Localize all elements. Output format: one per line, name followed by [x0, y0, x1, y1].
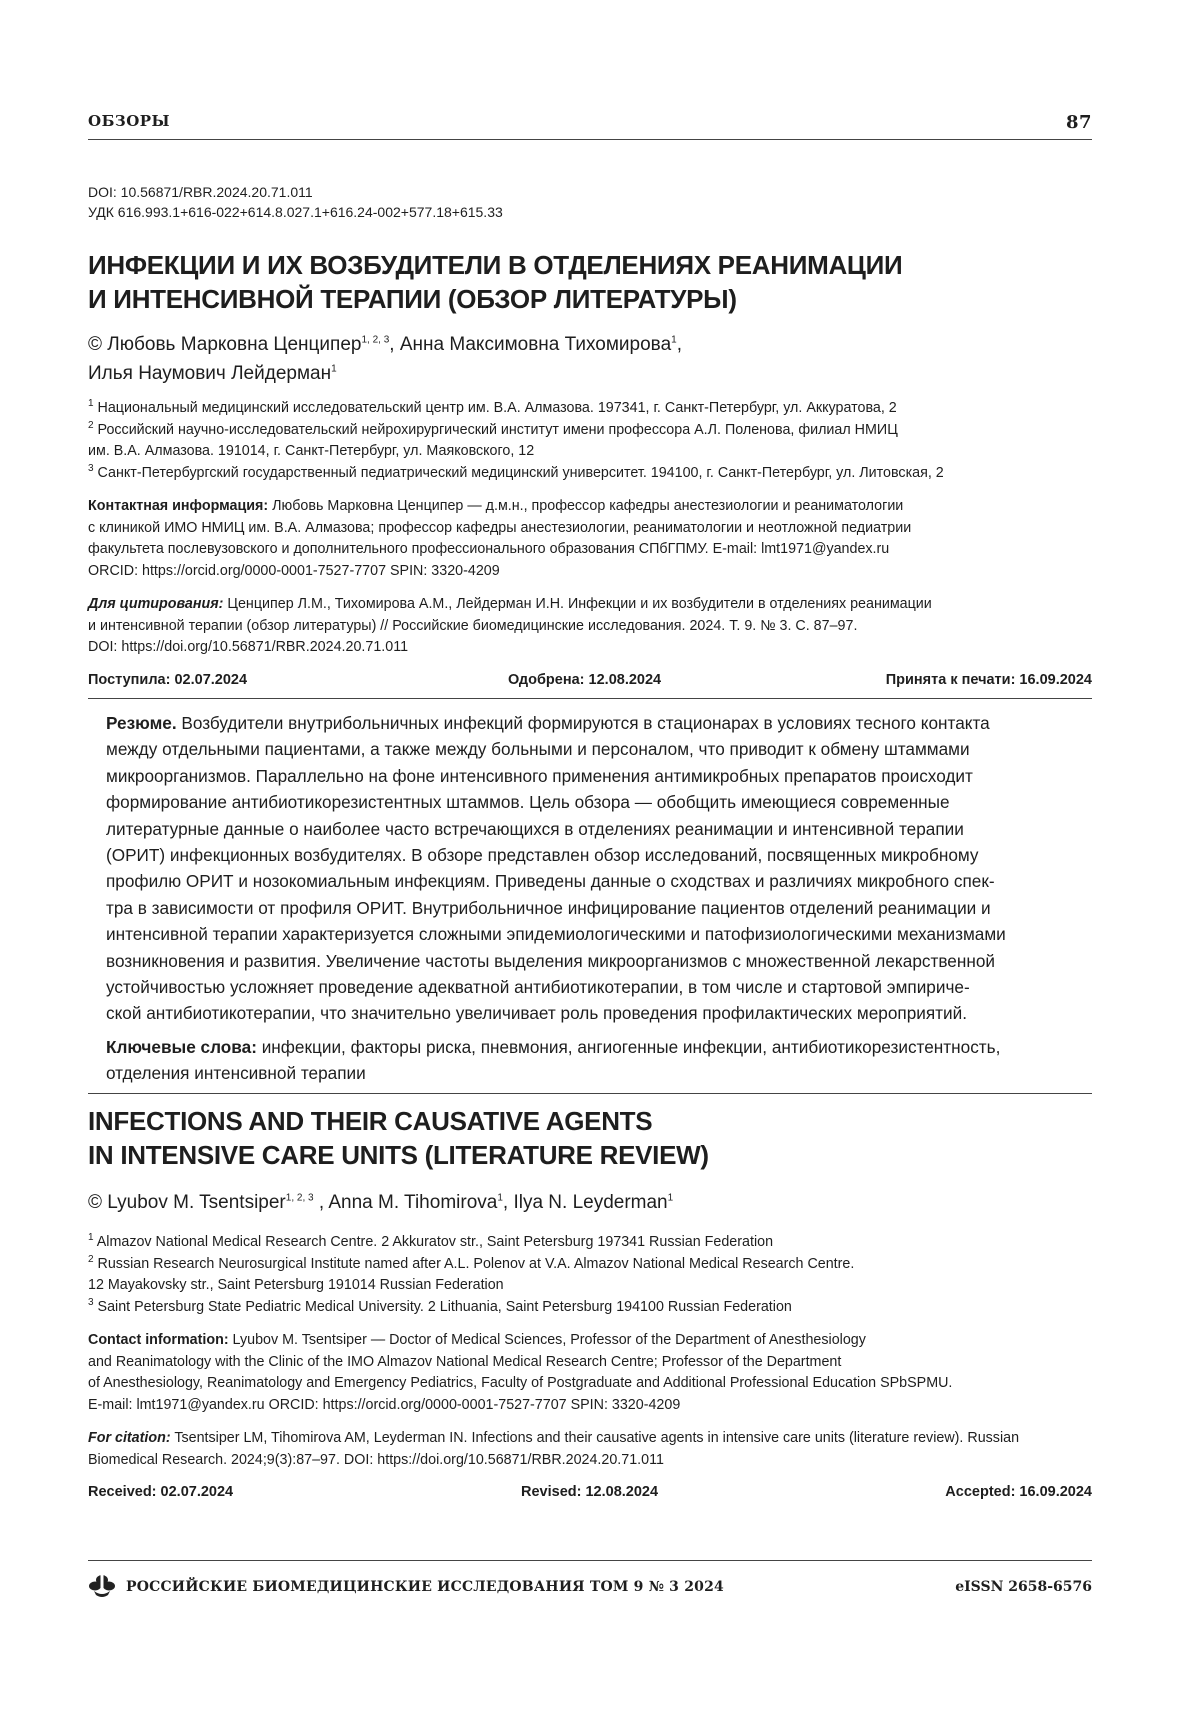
cite-ru-l3: DOI: https://doi.org/10.56871/RBR.2024.20.71.011 [88, 639, 409, 655]
title-ru-line1: ИНФЕКЦИИ И ИХ ВОЗБУДИТЕЛИ В ОТДЕЛЕНИЯХ РЕАНИМАЦИИ [88, 250, 903, 280]
aff-2-ru-text-a: Российский научно-исследовательский нейрохирургический институт имени профессора А.Л. Поленова, филиал НМИЦ [93, 421, 898, 438]
author-2-en-sup: 1 [497, 1192, 503, 1204]
received-en: Received: 02.07.2024 [88, 1484, 234, 1500]
journal-name: РОССИЙСКИЕ БИОМЕДИЦИНСКИЕ ИССЛЕДОВАНИЯ ТОМ 9 № 3 2024 [126, 1579, 724, 1595]
aff-3-ru-text: Санкт-Петербургский государственный педиатрический медицинский университет. 194100, г. Санкт-Петербург, ул. Литовская, 2 [93, 464, 944, 481]
aff-2-ru-sup: 2 [88, 419, 94, 431]
affiliation-3-en [88, 1297, 1092, 1319]
affiliation-3-ru [88, 463, 1092, 485]
received-ru: Поступила: 02.07.2024 [88, 672, 248, 688]
citation-ru [88, 594, 1092, 659]
abstract-line: ской антибиотикотерапии, что значительно увеличивает роль проведения профилактических мероприятий. [106, 1003, 968, 1024]
author-2-ru-sup: 1 [671, 334, 677, 346]
author-2-en: , Anna M. Tihomirova [313, 1192, 498, 1213]
journal-logo-icon [88, 1571, 116, 1599]
keywords-ru [106, 1034, 1092, 1087]
abstract-line: Возбудители внутрибольничных инфекций формируются в стационарах в условиях тесного контакта [176, 713, 990, 733]
section-rule [88, 1093, 1092, 1094]
contact-en-l3: of Anesthesiology, Reanimatology and Emergency Pediatrics, Faculty of Postgraduate and Additional Professional Education SPbSPMU. [88, 1375, 953, 1391]
aff-1-en-text: Almazov National Medical Research Centre. 2 Akkuratov str., Saint Petersburg 197341 Russian Federation [93, 1234, 774, 1250]
affiliation-2-ru [88, 420, 1092, 442]
abstract-line: литературные данные о наиболее часто встречающихся в отделениях реанимации и интенсивной терапии [106, 818, 964, 839]
contact-ru-l2: с клиникой ИМО НМИЦ им. В.А. Алмазова; профессор кафедры анестезиологии, реаниматологии и неотложной педиатрии [88, 519, 912, 536]
keywords-l2: отделения интенсивной терапии [106, 1063, 366, 1084]
abstract-line: профилю ОРИТ и нозокомиальным инфекциям. Приведены данные о сходствах и различиях микробного спек- [106, 871, 995, 892]
title-en [88, 1104, 1092, 1172]
author-3-en-sup: 1 [667, 1192, 674, 1204]
affiliation-1-en [88, 1232, 1092, 1254]
cite-ru-label: Для цитирования: [88, 596, 224, 612]
abstract-line: интенсивной терапии характеризуется сложными эпидемиологическими и патофизиологическими механизмами [106, 924, 1006, 945]
author-1-ru-sup: 1, 2, 3 [361, 334, 390, 346]
author-2-ru-end: , [676, 334, 682, 355]
section-label: ОБЗОРЫ [88, 112, 171, 130]
affiliation-2-en-cont: 12 Mayakovsky str., Saint Petersburg 191014 Russian Federation [88, 1277, 504, 1293]
author-3-ru-sup: 1 [331, 363, 337, 375]
abstract-line: формирование антибиотикорезистентных штаммов. Цель обзора — обобщить имеющиеся современные [106, 792, 950, 813]
page-number: 87 [1065, 112, 1092, 133]
title-en-line1: INFECTIONS AND THEIR CAUSATIVE AGENTS [88, 1106, 653, 1136]
aff-3-en-sup: 3 [88, 1296, 94, 1308]
contact-ru-label: Контактная информация: [88, 498, 269, 514]
cite-ru-l2: и интенсивной терапии (обзор литературы) // Российские биомедицинские исследования. 2024. Т. 9. № 3. С. 87–97. [88, 617, 858, 634]
doi: DOI: 10.56871/RBR.2024.20.71.011 [88, 184, 313, 200]
abstract-line: тра в зависимости от профиля ОРИТ. Внутрибольничное инфицирование пациентов отделений реанимации и [106, 897, 991, 918]
author-3-ru: Илья Наумович Лейдерман [88, 363, 332, 384]
affiliation-2-en [88, 1254, 1092, 1276]
aff-3-ru-sup: 3 [88, 462, 94, 474]
contact-ru-l3: факультета послевузовского и дополнительного профессионального образования СПбГПМУ. E-mail: lmt1971@yandex.ru [88, 541, 890, 557]
affiliations-ru [88, 398, 1092, 484]
cite-ru-l1: Ценципер Л.М., Тихомирова А.М., Лейдерман И.Н. Инфекции и их возбудители в отделениях реанимации [223, 596, 932, 612]
aff-1-en-sup: 1 [88, 1232, 94, 1244]
aff-2-en-text-a: Russian Research Neurosurgical Institute named after A.L. Polenov at V.A. Almazov National Medical Research Centre. [93, 1255, 855, 1272]
abstract-line: устойчивостью усложняет проведение адекватной антибиотикотерапии, в том числе и стартовой эмпириче- [106, 977, 970, 998]
contact-en-l2: and Reanimatology with the Clinic of the IMO Almazov National Medical Research Centre; Professor of the Department [88, 1353, 842, 1370]
aff-1-ru-text: Национальный медицинский исследовательский центр им. В.А. Алмазова. 197341, г. Санкт-Петербург, ул. Аккуратова, 2 [93, 400, 897, 416]
running-header [88, 112, 1092, 138]
keywords-l1: инфекции, факторы риска, пневмония, ангиогенные инфекции, антибиотикорезистентность, [256, 1037, 1001, 1057]
contact-ru-l4: ORCID: https://orcid.org/0000-0001-7527-7707 SPIN: 3320-4209 [88, 562, 500, 579]
paper-page [88, 0, 1092, 1714]
contact-en-l4: E-mail: lmt1971@yandex.ru ORCID: https://orcid.org/0000-0001-7527-7707 SPIN: 3320-4209 [88, 1396, 681, 1413]
contact-en [88, 1330, 1092, 1416]
author-3-en: , Ilya N. Leyderman [502, 1192, 668, 1213]
accepted-en: Accepted: 16.09.2024 [945, 1484, 1092, 1500]
cite-en-l2: Biomedical Research. 2024;9(3):87–97. DOI: https://doi.org/10.56871/RBR.2024.20.71.011 [88, 1451, 664, 1468]
title-ru [88, 248, 1092, 316]
dates-ru [88, 672, 1092, 694]
accepted-ru: Принята к печати: 16.09.2024 [885, 672, 1092, 688]
affiliation-2-ru-cont: им. В.А. Алмазова. 191014, г. Санкт-Петербург, ул. Маяковского, 12 [88, 443, 535, 459]
affiliation-1-ru [88, 398, 1092, 420]
abstract-label: Резюме. [106, 713, 177, 733]
revised-ru: Одобрена: 12.08.2024 [508, 672, 662, 688]
title-en-line2: IN INTENSIVE CARE UNITS (LITERATURE REVIEW) [88, 1140, 709, 1170]
running-footer [88, 1575, 1092, 1603]
author-1-ru: © Любовь Марковна Ценципер [88, 334, 362, 355]
contact-ru [88, 496, 1092, 582]
cite-en-label: For citation: [88, 1430, 171, 1446]
aff-2-en-sup: 2 [88, 1253, 94, 1265]
author-1-en-sup: 1, 2, 3 [285, 1192, 314, 1204]
aff-1-ru-sup: 1 [88, 398, 94, 410]
aff-3-en-text: Saint Petersburg State Pediatric Medical University. 2 Lithuania, Saint Petersburg 194100 Russian Federation [93, 1298, 792, 1315]
eissn: eISSN 2658-6576 [955, 1579, 1092, 1595]
cite-en-l1: Tsentsiper LM, Tihomirova AM, Leyderman IN. Infections and their causative agents in intensive care units (literature review). Russian [170, 1430, 1020, 1446]
dates-en [88, 1484, 1092, 1506]
abstract-line: возникновения и развития. Увеличение частоты выделения микроорганизмов с множественной лекарственной [106, 950, 996, 971]
author-2-ru: , Анна Максимовна Тихомирова [389, 334, 672, 355]
authors-en [88, 1188, 1092, 1217]
dates-rule [88, 698, 1092, 699]
title-ru-line2: И ИНТЕНСИВНОЙ ТЕРАПИИ (ОБЗОР ЛИТЕРАТУРЫ) [88, 284, 737, 314]
revised-en: Revised: 12.08.2024 [521, 1484, 659, 1500]
footer-rule [88, 1560, 1092, 1561]
header-rule [88, 139, 1092, 140]
author-1-en: © Lyubov M. Tsentsiper [88, 1192, 286, 1213]
udk: УДК 616.993.1+616-022+614.8.027.1+616.24-002+577.18+615.33 [88, 204, 503, 220]
affiliations-en [88, 1232, 1092, 1318]
keywords-label: Ключевые слова: [106, 1037, 257, 1057]
abstract-line: (ОРИТ) инфекционных возбудителях. В обзоре представлен обзор исследований, посвященных микробному [106, 845, 979, 866]
contact-ru-l1: Любовь Марковна Ценципер — д.м.н., профессор кафедры анестезиологии и реаниматологии [268, 498, 904, 514]
authors-ru [88, 330, 1092, 388]
abstract-line: микроорганизмов. Параллельно на фоне интенсивного применения антимикробных препаратов происходит [106, 765, 973, 786]
article-meta [88, 182, 1092, 222]
contact-en-l1: Lyubov M. Tsentsiper — Doctor of Medical Sciences, Professor of the Department of Anesthesiology [228, 1332, 866, 1348]
citation-en [88, 1428, 1092, 1471]
abstract-line: между отдельными пациентами, а также между больными и персоналом, что приводит к обмену штаммами [106, 739, 970, 760]
abstract-ru [106, 710, 1092, 1027]
contact-en-label: Contact information: [88, 1332, 229, 1348]
